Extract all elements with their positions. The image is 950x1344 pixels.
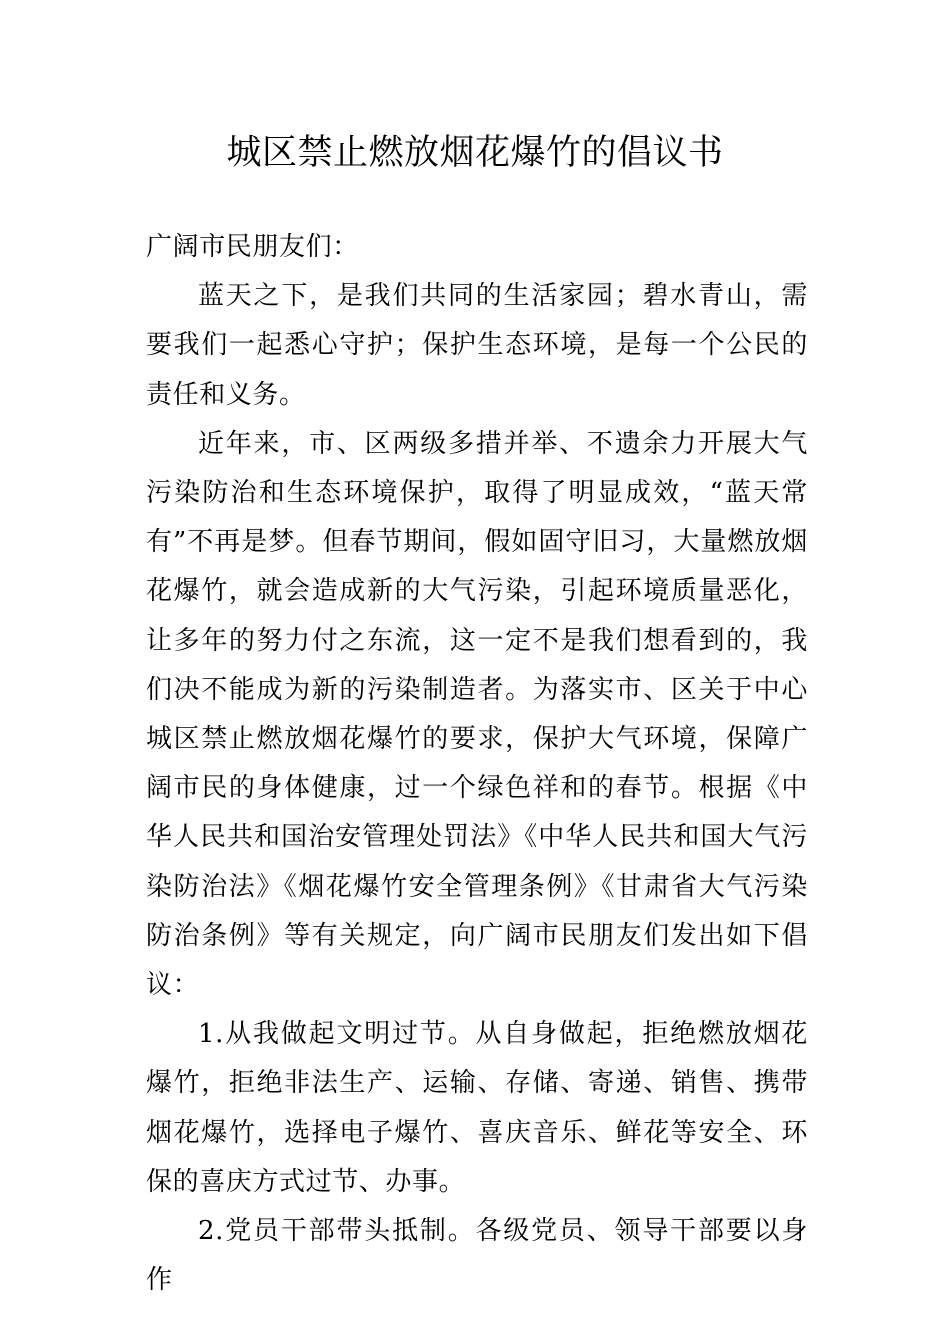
- paragraph: 近年来，市、区两级多措并举、不遗余力开展大气污染防治和生态环境保护，取得了明显成效，“蓝天常有”不再是梦。但春节期间，假如固守旧习，大量燃放烟花爆竹，就会造成新的大气污染，引起环境质量恶化，让多年的努力付之东流，这一定不是我们想看到的，我们决不能成为新的污染制造者。为落实市、区关于中心城区禁止燃放烟花爆竹的要求，保护大气环境，保障广阔市民的身体健康，过一个绿色祥和的春节。根据《中华人民共和国治安管理处罚法》《中华人民共和国大气污染防治法》《烟花爆竹安全管理条例》《甘肃省大气污染防治条例》等有关规定，向广阔市民朋友们发出如下倡议：: [146, 428, 808, 1001]
- paragraph: 蓝天之下，是我们共同的生活家园；碧水青山，需要我们一起悉心守护；保护生态环境，是每一个公民的责任和义务。: [146, 281, 808, 410]
- document-title: 城区禁止燃放烟花爆竹的倡议书: [226, 133, 724, 173]
- document-body: [146, 223, 808, 1305]
- paragraph: 2.党员干部带头抵制。各级党员、领导干部要以身作: [146, 1216, 808, 1296]
- salutation: 广阔市民朋友们：: [146, 232, 359, 262]
- paragraph: 1.从我做起文明过节。从自身做起，拒绝燃放烟花爆竹，拒绝非法生产、运输、存储、寄递、销售、携带烟花爆竹，选择电子爆竹、喜庆音乐、鲜花等安全、环保的喜庆方式过节、办事。: [146, 1019, 808, 1197]
